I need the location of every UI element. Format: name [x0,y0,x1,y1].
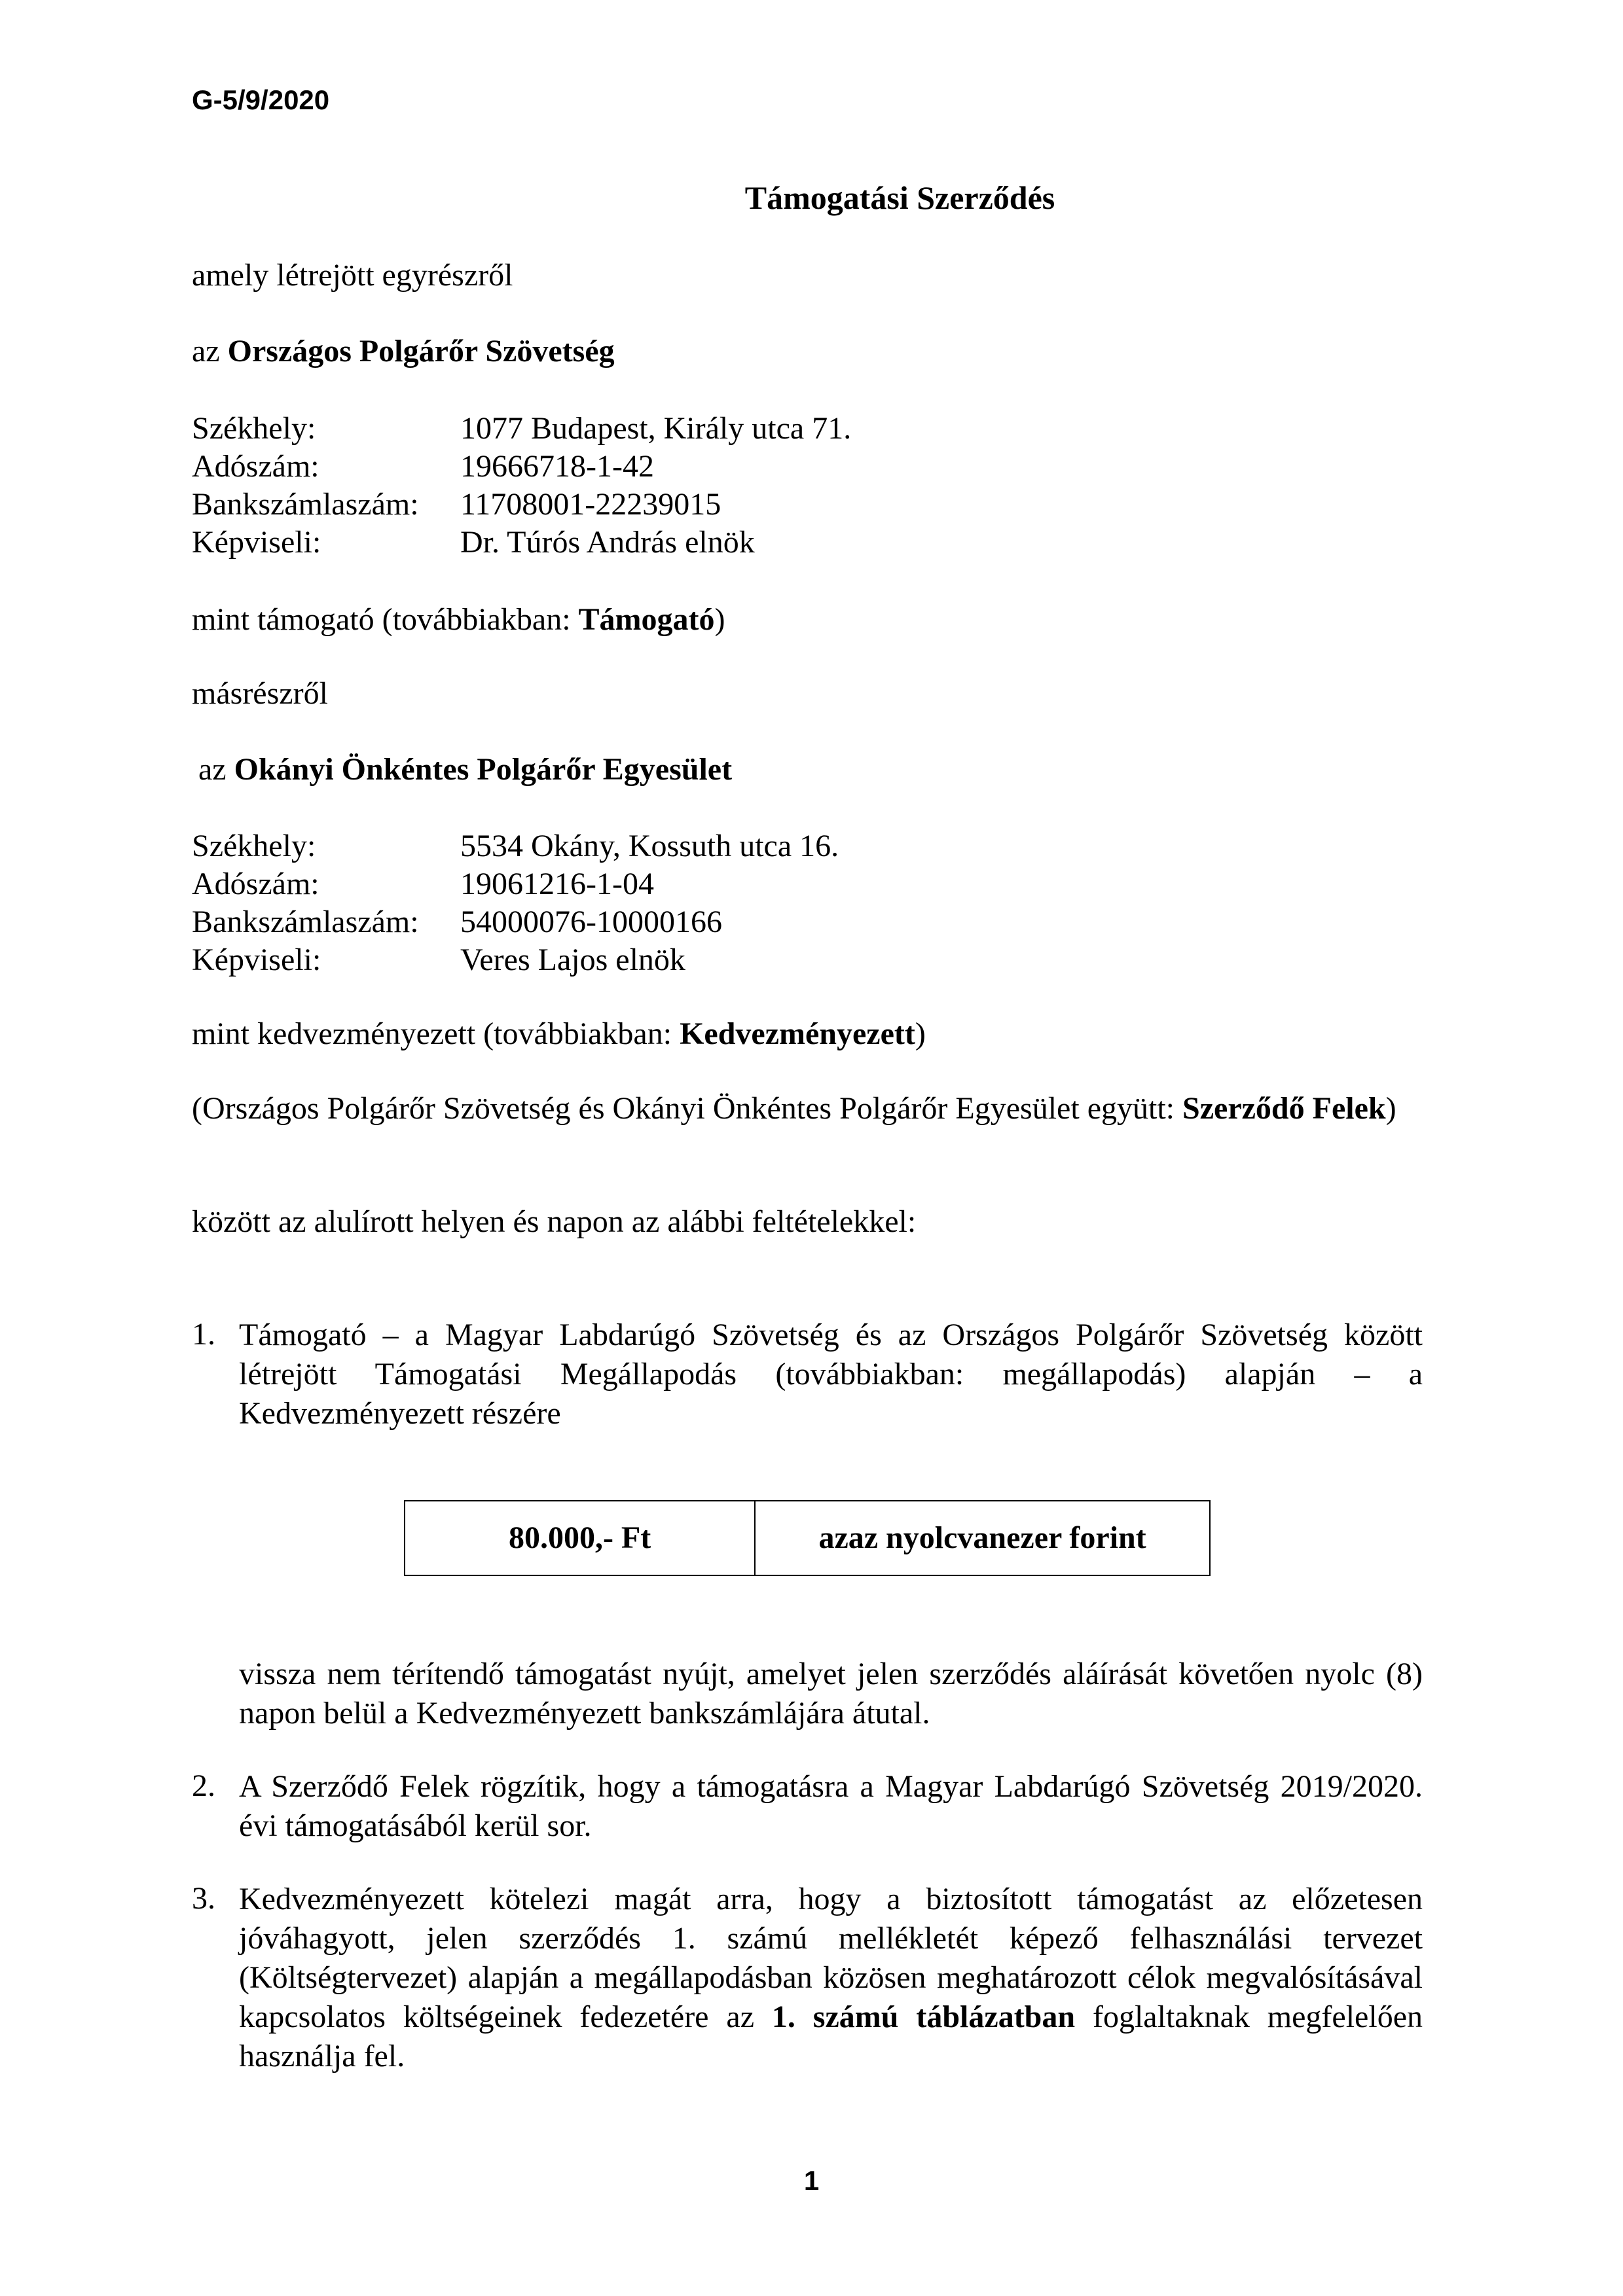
party1-field-bank-account [192,486,851,524]
clause-1-continuation [192,1655,1423,1733]
party1-field-representative [192,524,851,562]
party2-details [192,827,839,979]
party2-heading [198,751,732,789]
field-value: 1077 Budapest, Király utca 71. [460,411,852,446]
clause-text-before: Kedvezményezett kötelezi magát arra, hogy a biztosított támogatást az előzetesen jóváhagyott, jelen szerződés 1. számú mellékletét képező felhasználási tervezet (Költségtervezet) alapján a megállapodásban közösen meghatározott célok megvalósításával kapcsolatos költségeinek fedezetére az [239,1882,1423,2034]
role-suffix: ) [915,1016,926,1051]
amount-value: 80.000,- Ft [405,1501,755,1575]
clause-text [239,1880,1423,2076]
party1-role [192,601,725,639]
clause-number: 2. [192,1768,215,1803]
party2-name: Okányi Önkéntes Polgárőr Egyesület [234,752,733,787]
party1-heading [192,332,615,370]
party2-field-tax-number [192,865,839,903]
field-value: Dr. Túrós András elnök [460,525,755,560]
party2-prefix: az [198,752,234,787]
field-value: 5534 Okány, Kossuth utca 16. [460,829,839,863]
clause-number: 1. [192,1317,215,1352]
clause-3 [192,1880,1423,2076]
clause-text-after: foglaltaknak megfelelően használja fel. [239,2000,1423,2073]
field-label: Adószám: [192,449,319,484]
party2-role [192,1015,926,1053]
field-label: Képviseli: [192,942,321,977]
clause-2 [192,1767,1423,1846]
clause-number: 3. [192,1881,215,1916]
page-number: 1 [803,2165,820,2196]
party2-field-seat [192,827,839,865]
party1-details [192,410,851,562]
clause-text: vissza nem térítendő támogatást nyújt, amelyet jelen szerződés aláírását követően nyolc (8) napon belül a Kedvezményezett bankszámlájára átutal. [239,1657,1423,1731]
definition-term: Szerződő Felek [1182,1091,1386,1126]
field-label: Székhely: [192,411,316,446]
field-value: 19061216-1-04 [460,867,654,901]
party1-field-tax-number [192,448,851,486]
field-label: Adószám: [192,867,319,901]
field-label: Székhely: [192,829,316,863]
party1-prefix: az [192,334,228,368]
intro-text: amely létrejött egyrészről [192,258,513,293]
clause-1 [192,1316,1423,1433]
role-term: Kedvezményezett [680,1016,915,1051]
amount-row [405,1501,1210,1575]
field-label: Bankszámlaszám: [192,487,419,522]
conditions-intro: között az alulírott helyen és napon az alábbi feltételekkel: [192,1204,917,1239]
role-prefix: mint kedvezményezett (továbbiakban: [192,1016,680,1051]
role-term: Támogató [578,602,715,637]
field-value: 54000076-10000166 [460,905,722,939]
amount-table [404,1500,1211,1576]
role-prefix: mint támogató (továbbiakban: [192,602,579,637]
party1-name: Országos Polgárőr Szövetség [227,334,615,368]
party2-field-bank-account [192,903,839,941]
clause-text-bold: 1. számú táblázatban [771,2000,1076,2034]
role-suffix: ) [714,602,725,637]
field-value: 19666718-1-42 [460,449,654,484]
clause-text: Támogató – a Magyar Labdarúgó Szövetség és az Országos Polgárőr Szövetség között létrejött Támogatási Megállapodás (továbbiakban: megállapodás) alapján – a Kedvezményezett részére [239,1318,1423,1431]
document-title: Támogatási Szerződés [744,179,1055,216]
field-value: Veres Lajos elnök [460,942,685,977]
contracting-parties-definition [192,1089,1423,1128]
field-label: Bankszámlaszám: [192,905,419,939]
clause-text: A Szerződő Felek rögzítik, hogy a támogatásra a Magyar Labdarúgó Szövetség 2019/2020. évi támogatásából kerül sor. [239,1769,1423,1843]
definition-prefix: (Országos Polgárőr Szövetség és Okányi Önkéntes Polgárőr Egyesület együtt: [192,1091,1183,1126]
field-label: Képviseli: [192,525,321,560]
definition-suffix: ) [1385,1091,1396,1126]
party1-field-seat [192,410,851,448]
amount-in-words: azaz nyolcvanezer forint [755,1501,1210,1575]
field-value: 11708001-22239015 [460,487,721,522]
party2-field-representative [192,941,839,979]
document-id: G-5/9/2020 [192,84,330,115]
other-side-text: másrészről [192,676,328,711]
